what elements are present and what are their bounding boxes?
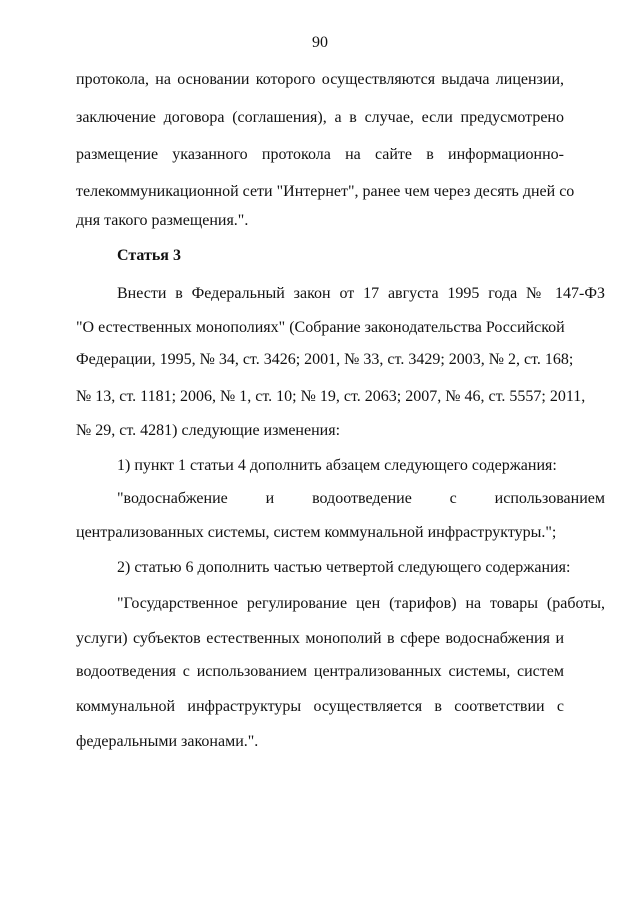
text-line: заключение договора (соглашения), а в случае, если предусмотрено [76, 109, 564, 126]
text-line: дня такого размещения.". [76, 212, 249, 229]
text-line: федеральными законами.". [76, 733, 259, 750]
article-heading: Статья 3 [117, 247, 181, 264]
text-line: централизованных системы, систем коммунальной инфраструктуры."; [76, 524, 557, 541]
text-line: размещение указанного протокола на сайте в информационно- [76, 146, 564, 163]
page-number: 90 [312, 34, 328, 51]
text-line: "водоснабжение и водоотведение с использованием [117, 490, 605, 507]
text-line: "Государственное регулирование цен (тарифов) на товары (работы, [117, 595, 605, 612]
text-line: услуги) субъектов естественных монополий в сфере водоснабжения и [76, 630, 564, 647]
text-line: № 13, ст. 1181; 2006, № 1, ст. 10; № 19, ст. 2063; 2007, № 46, ст. 5557; 2011, [76, 388, 586, 405]
text-line: Внести в Федеральный закон от 17 августа 1995 года № 147-ФЗ [117, 285, 605, 302]
amendment-item-2: 2) статью 6 дополнить частью четвертой следующего содержания: [117, 559, 571, 576]
text-line: Федерации, 1995, № 34, ст. 3426; 2001, № 33, ст. 3429; 2003, № 2, ст. 168; [76, 351, 574, 368]
amendment-item-1: 1) пункт 1 статьи 4 дополнить абзацем следующего содержания: [117, 457, 557, 474]
text-line: коммунальной инфраструктуры осуществляется в соответствии с [76, 698, 564, 715]
text-line: протокола, на основании которого осуществляются выдача лицензии, [76, 71, 564, 88]
text-line: водоотведения с использованием централизованных системы, систем [76, 663, 564, 680]
text-line: телекоммуникационной сети "Интернет", ранее чем через десять дней со [76, 183, 575, 200]
text-line: "О естественных монополиях" (Собрание законодательства Российской [76, 319, 565, 336]
text-line: № 29, ст. 4281) следующие изменения: [76, 422, 341, 439]
